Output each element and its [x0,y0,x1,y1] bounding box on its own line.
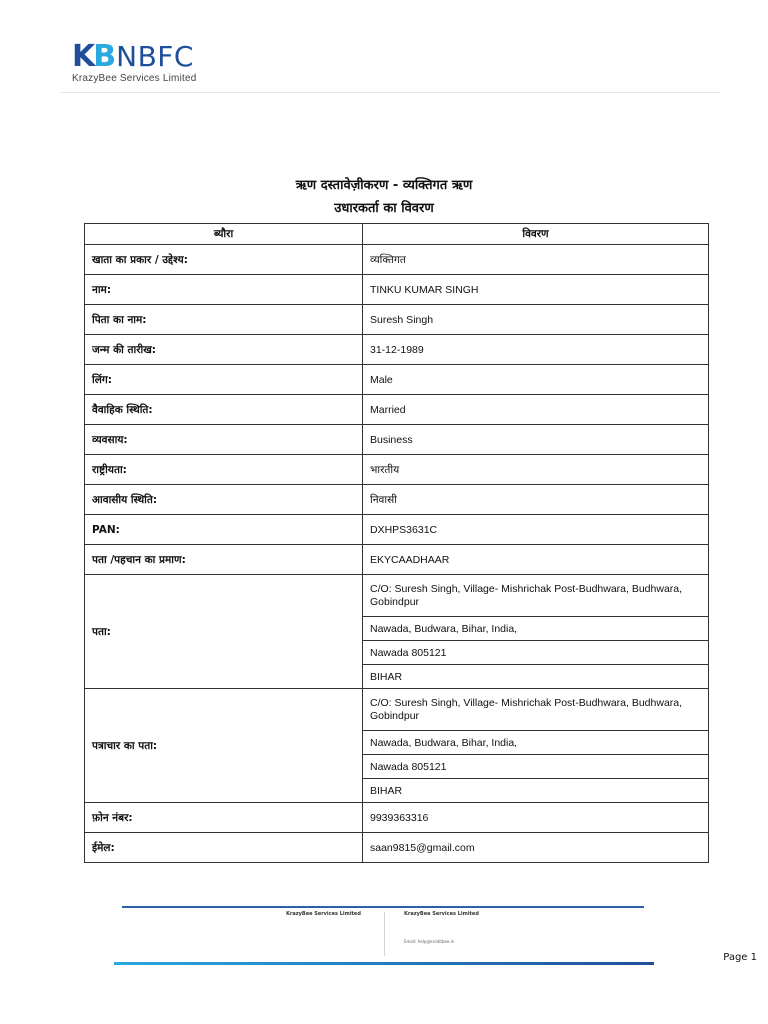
row-value-gender: Male [363,365,709,395]
table-row [85,833,709,863]
row-label-pan: PAN: [85,515,363,545]
row-value-email: saan9815@gmail.com [363,833,709,863]
row-label-email: ईमेल: [85,833,363,863]
row-value-nationality: भारतीय [363,455,709,485]
address-line-1: C/O: Suresh Singh, Village- Mishrichak Post-Budhwara, Budhwara, Gobindpur [363,575,709,617]
footer-bottom-rule [114,962,654,965]
table-row [85,515,709,545]
address-line-4: BIHAR [363,665,709,689]
row-label-address: पता: [85,575,363,689]
row-value-father-name: Suresh Singh [363,305,709,335]
logo-k: K [72,39,94,74]
table-row [85,545,709,575]
row-label-occupation: व्यवसाय: [85,425,363,455]
document-subtitle: उधारकर्ता का विवरण [334,201,434,216]
footer-top-rule [122,906,644,908]
row-label-gender: लिंग: [85,365,363,395]
address-line-3: Nawada 805121 [363,641,709,665]
table-row [85,335,709,365]
logo-mark [72,38,232,72]
table-row [85,365,709,395]
row-label-phone: फ़ोन नंबर: [85,803,363,833]
footer-address-right [404,912,496,944]
footer-divider [384,912,385,956]
row-value-dob: 31-12-1989 [363,335,709,365]
logo-b: B [93,39,115,74]
table-row [85,485,709,515]
row-value-occupation: Business [363,425,709,455]
row-label-residential-status: आवासीय स्थिति: [85,485,363,515]
row-label-nationality: राष्ट्रीयता: [85,455,363,485]
table-row [85,689,709,731]
logo-nbfc: NBFC [116,40,194,73]
row-value-id-proof: EKYCAADHAAR [363,545,709,575]
footer-address-left [286,912,378,920]
row-label-father-name: पिता का नाम: [85,305,363,335]
company-logo [72,38,232,84]
table-row [85,575,709,617]
row-label-account-type: खाता का प्रकार / उद्देश्य: [85,245,363,275]
page-number: Page 1 [723,952,757,963]
column-header-details: विवरण [363,224,709,245]
row-value-name: TINKU KUMAR SINGH [363,275,709,305]
footer-right-email: Email: help@kreditbee.in [404,939,455,944]
header-divider [60,92,720,93]
footer-right-title: KrazyBee Services Limited [404,911,479,917]
row-value-pan: DXHPS3631C [363,515,709,545]
table-row [85,245,709,275]
table-row [85,455,709,485]
table-row [85,395,709,425]
table-header-row [85,224,709,245]
row-label-marital-status: वैवाहिक स्थिति: [85,395,363,425]
correspondence-line-2: Nawada, Budwara, Bihar, India, [363,731,709,755]
footer-left-title: KrazyBee Services Limited [286,911,361,917]
correspondence-line-1: C/O: Suresh Singh, Village- Mishrichak Post-Budhwara, Budhwara, Gobindpur [363,689,709,731]
table-row [85,425,709,455]
row-label-id-proof: पता /पहचान का प्रमाण: [85,545,363,575]
correspondence-line-3: Nawada 805121 [363,755,709,779]
logo-kb [72,39,115,74]
table-row [85,803,709,833]
column-header-particulars: ब्यौरा [85,224,363,245]
row-label-dob: जन्म की तारीख: [85,335,363,365]
row-value-marital-status: Married [363,395,709,425]
row-value-account-type: व्यक्तिगत [363,245,709,275]
borrower-details-table [84,223,709,863]
address-line-2: Nawada, Budwara, Bihar, India, [363,617,709,641]
correspondence-line-4: BIHAR [363,779,709,803]
row-label-name: नाम: [85,275,363,305]
table-row [85,305,709,335]
row-value-residential-status: निवासी [363,485,709,515]
document-title: ऋण दस्तावेज़ीकरण - व्यक्तिगत ऋण [295,178,473,193]
row-value-phone: 9939363316 [363,803,709,833]
table-row [85,275,709,305]
logo-company-name: KrazyBee Services Limited [72,73,197,84]
row-label-correspondence-address: पत्राचार का पता: [85,689,363,803]
